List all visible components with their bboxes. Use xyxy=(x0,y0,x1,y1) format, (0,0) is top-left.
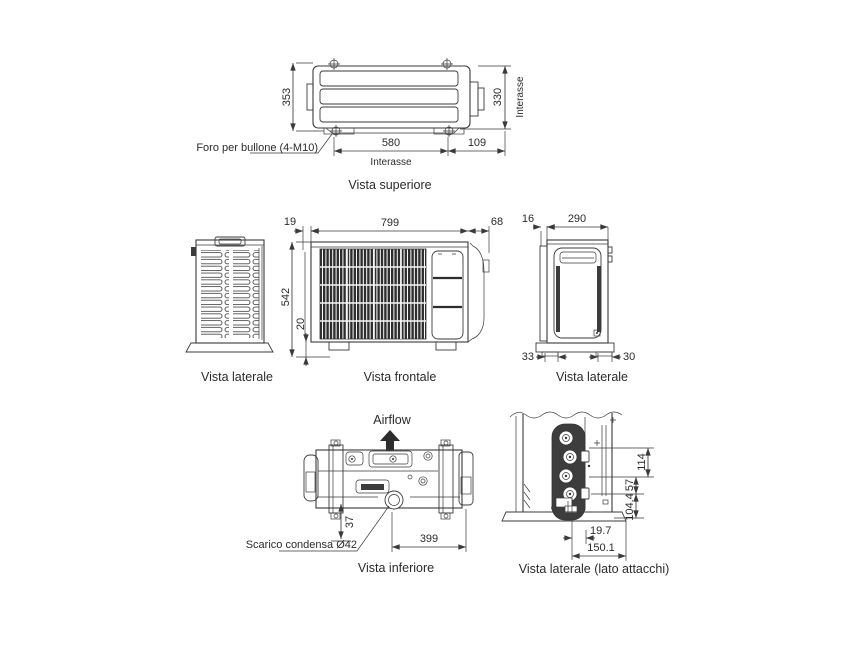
dim-799-label: 799 xyxy=(380,217,400,229)
dim-542-label: 542 xyxy=(280,287,292,307)
dim-68-label: 68 xyxy=(490,216,504,228)
airflow-label: Airflow xyxy=(373,413,411,427)
dim-104-label: 104.4 xyxy=(624,493,636,521)
dim-399-label: 399 xyxy=(419,533,439,545)
dim-114-label: 114 xyxy=(636,453,648,471)
louver-panel-right xyxy=(233,250,259,338)
dim-150-label: 150.1 xyxy=(587,542,615,554)
dim-580-label: 580 xyxy=(381,137,401,149)
bottom-view-title: Vista inferiore xyxy=(357,561,435,575)
interasse-bottom-label: Interasse xyxy=(370,157,412,168)
bolt-hole-label: Foro per bullone (4-M10) xyxy=(196,142,318,154)
louver-panel-left xyxy=(201,250,229,338)
dim-290-label: 290 xyxy=(567,213,587,225)
dim-197-label: 19.7 xyxy=(590,525,612,537)
side-left-view-title: Vista laterale xyxy=(200,370,274,384)
dim-30-label: 30 xyxy=(623,351,636,363)
condensate-drain-hole xyxy=(385,491,403,509)
dim-20-label: 20 xyxy=(295,317,307,331)
side-right-view-title: Vista laterale xyxy=(555,370,629,384)
attacchi-view-title: Vista laterale (lato attacchi) xyxy=(518,562,670,576)
front-view-title: Vista frontale xyxy=(363,370,437,384)
fan-grille xyxy=(320,249,426,339)
dim-19-label: 19 xyxy=(283,216,297,228)
dim-109-label: 109 xyxy=(467,137,487,149)
drain-label: Scarico condensa Ø42 xyxy=(245,539,357,551)
dim-37-label: 37 xyxy=(344,515,356,529)
dim-33-label: 33 xyxy=(521,351,534,363)
dim-353-label: 353 xyxy=(281,87,293,107)
dim-57-label: 57 xyxy=(624,478,636,492)
interasse-right-label: Interasse xyxy=(515,76,526,118)
dim-16-label: 16 xyxy=(521,213,535,225)
dim-330-label: 330 xyxy=(492,87,504,107)
top-view-title: Vista superiore xyxy=(348,178,432,192)
